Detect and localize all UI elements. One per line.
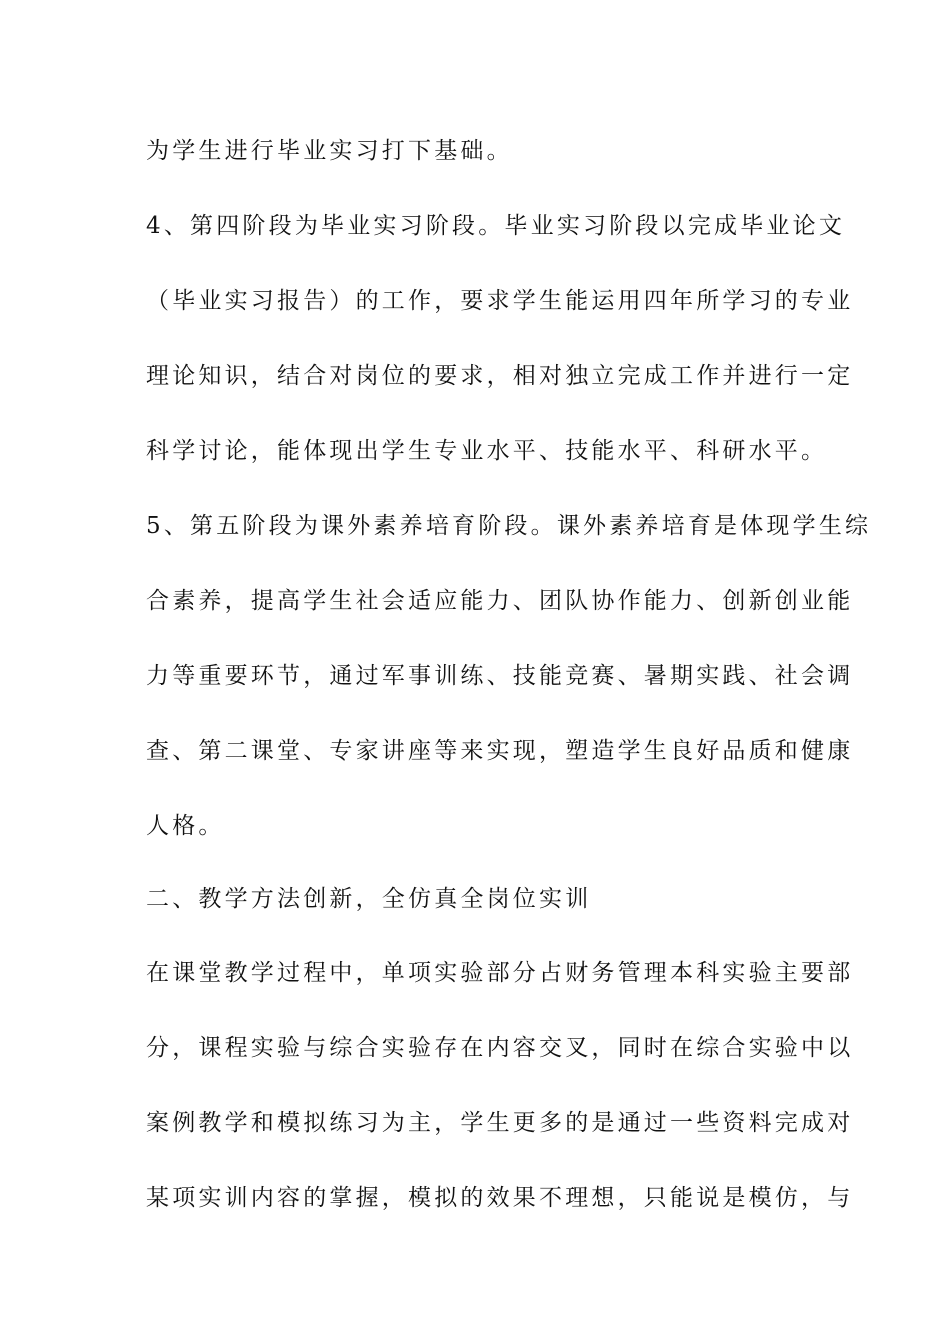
body-paragraph-line-1: 在课堂教学过程中，单项实验部分占财务管理本科实验主要部 <box>146 960 854 986</box>
stage-five-line-4: 查、第二课堂、专家讲座等来实现，塑造学生良好品质和健康 <box>146 738 854 764</box>
body-paragraph-line-4: 某项实训内容的掌握，模拟的效果不理想，只能说是模仿，与 <box>146 1185 854 1211</box>
paragraph-continuation-line: 为学生进行毕业实习打下基础。 <box>146 138 513 164</box>
stage-five-line-3: 力等重要环节，通过军事训练、技能竞赛、暑期实践、社会调 <box>146 663 854 689</box>
stage-five-line-2: 合素养，提高学生社会适应能力、团队协作能力、创新创业能 <box>146 588 854 614</box>
stage-four-line-4: 科学讨论，能体现出学生专业水平、技能水平、科研水平。 <box>146 438 828 464</box>
body-paragraph-line-3: 案例教学和模拟练习为主，学生更多的是通过一些资料完成对 <box>146 1110 854 1136</box>
stage-five-line-1: 5、第五阶段为课外素养培育阶段。课外素养培育是体现学生综 <box>146 513 872 539</box>
stage-four-line-2: （毕业实习报告）的工作，要求学生能运用四年所学习的专业 <box>146 288 854 314</box>
stage-five-line-5: 人格。 <box>146 813 225 839</box>
stage-four-line-1: 4、第四阶段为毕业实习阶段。毕业实习阶段以完成毕业论文 <box>146 213 846 239</box>
body-paragraph-line-2: 分，课程实验与综合实验存在内容交叉，同时在综合实验中以 <box>146 1035 854 1061</box>
stage-four-line-3: 理论知识，结合对岗位的要求，相对独立完成工作并进行一定 <box>146 363 854 389</box>
section-heading: 二、教学方法创新，全仿真全岗位实训 <box>146 886 592 912</box>
